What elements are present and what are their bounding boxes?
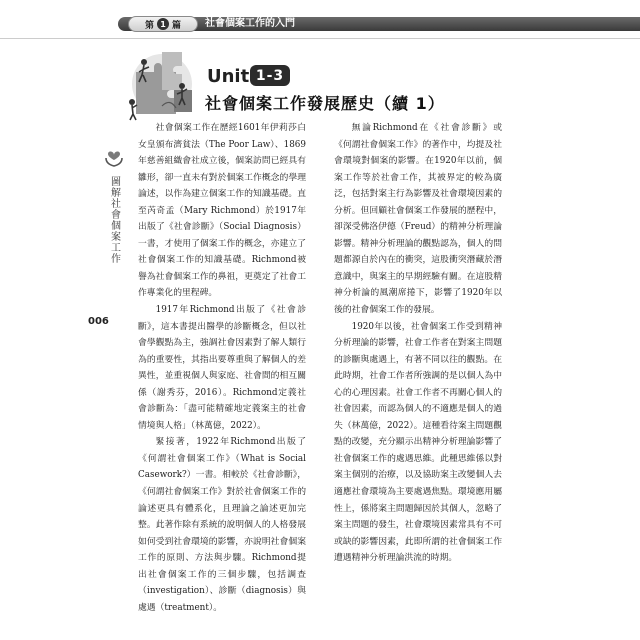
- unit-number-badge: 1-3: [250, 65, 290, 86]
- paragraph: 社會個案工作在歷經1601年伊莉莎白女皇頒布濟貧法（The Poor Law）、1869年慈善組織會社成立後，個案訪問已經具有雛形，卻一直未有對於個案工作概念的學理論述，以作為建立個案工作的知識基礎。直至芮奇孟（Mary Richmond）於1917年出版了《社會診斷》（Social Diagnosis）一書，才使用了個案工作的概念，亦建立了社會個案工作的知識基礎。Richmond被譽為社會個案工作的鼻祖，更奠定了社會工作專業化的里程碑。: [138, 123, 306, 299]
- part-suffix: 篇: [172, 20, 182, 31]
- heart-hands-icon: [104, 146, 124, 168]
- unit-title-main: 社會個案工作發展歷史: [205, 94, 376, 113]
- paragraph: 緊接著，1922年Richmond出版了《何謂社會個案工作》（What is Social Casework?）一書。相較於《社會診斷》，《何謂社會個案工作》對於社會個案工作的論述更具有體系化，且理論之論述更加完整。此著作除有系統的說明個人的人格發展如何受到社會環境的影響，亦說明社會個案工作的原則、方法與步驟。Richmond提出社會個案工作的三個步驟，包括調查（investigation）、診斷（diagnosis）與處遇（treatment）。: [138, 437, 306, 613]
- header-divider: [0, 38, 640, 39]
- paragraph: 1917年Richmond出版了《社會診斷》，這本書提出醫學的診斷概念，但以社會學觀點為主，強調社會因素對了解人類行為的重要性，其指出要尊重與了解個人的差異性，並重視個人與家庭、社會間的相互關係（謝秀芬，2016）。Richmond定義社會診斷為：「盡可能精確地定義案主的社會情境與人格」（林萬億，2022）。: [138, 305, 306, 431]
- unit-title-suffix: （續 1）: [375, 94, 445, 113]
- text-column-right: [334, 120, 502, 567]
- puzzle-people-illustration: [122, 42, 200, 122]
- page-number: 006: [88, 316, 109, 327]
- paragraph: 無論Richmond在《社會診斷》或《何謂社會個案工作》的著作中，均提及社會環境對個案的影響。在1920年以前，個案工作等於社會工作，其被界定的較為廣泛，包括對案主行為影響及社會環境因素的分析。但回顧社會個案工作發展的歷程中，卻深受佛洛伊德（Freud）的精神分析理論影響。精神分析理論的觀點認為，個人的問題都源自於內在的衝突，這股衝突潛藏於潛意識中，與案主的早期經驗有關。在這股精神分析論的風潮席捲下，影響了1920年以後的社會個案工作的發展。: [334, 123, 502, 316]
- book-title-vertical: 圖解社會個案工作: [108, 176, 120, 264]
- text-column-left: [138, 120, 306, 616]
- chapter-title: 社會個案工作的入門: [205, 18, 295, 29]
- part-label: [128, 16, 198, 32]
- unit-title: [205, 91, 445, 114]
- unit-label: Unit: [207, 66, 250, 87]
- part-prefix: 第: [144, 20, 154, 31]
- side-margin: [104, 146, 124, 264]
- paragraph: 1920年以後，社會個案工作受到精神分析理論的影響，社會工作者在對案主問題的診斷與處遇上，有著不同以往的觀點。在此時期，社會工作者所強調的是以個人為中心的心理因素。社會工作者不再關心個人的社會因素，而認為個人的不適應是個人的過失（林萬億，2022）。這種看待案主問題觀點的改變，充分顯示出精神分析理論影響了社會個案工作的處遇思維。此種思維係以對案主個別的治療，以及協助案主改變個人去適應社會環境為主要處遇焦點。環境應用屬性上，係將案主問題歸因於其個人，忽略了案主問題的發生，社會環境因素常具有不可或缺的影響因素，此即所謂的社會個案工作遭遇精神分析理論洪流的時期。: [334, 321, 502, 564]
- part-number: 1: [157, 18, 169, 30]
